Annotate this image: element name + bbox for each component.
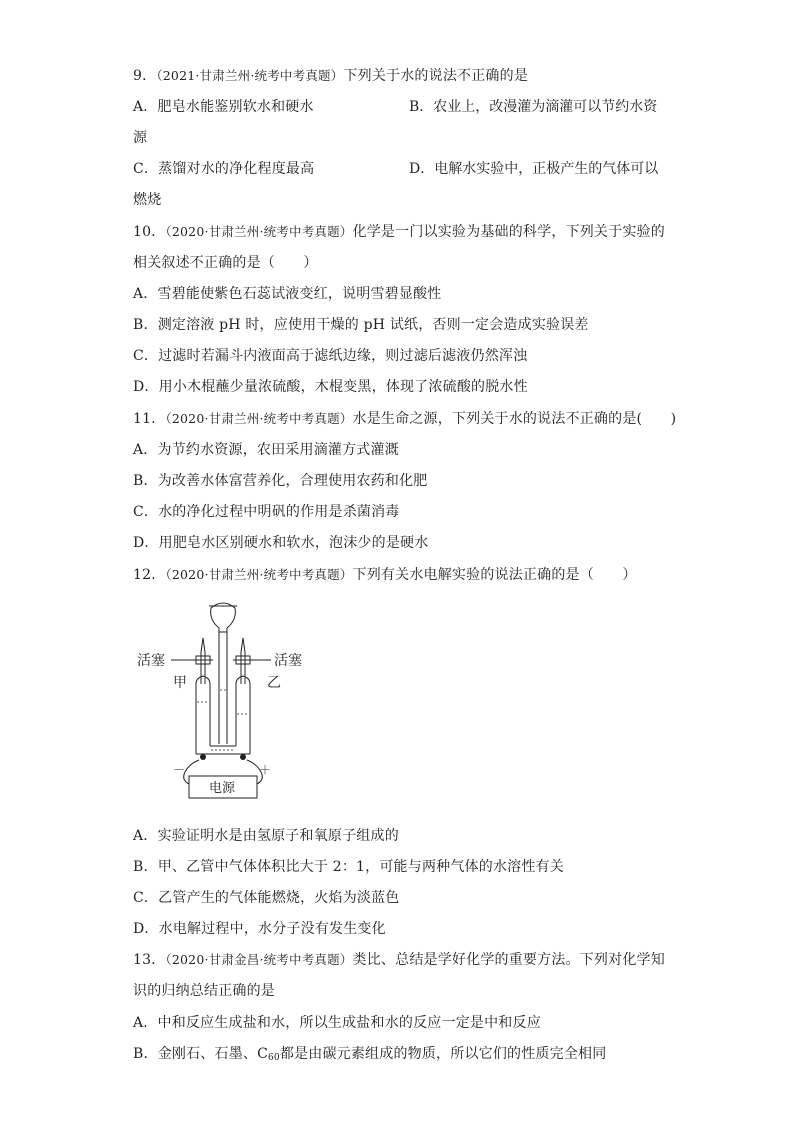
- right-tube-shoulder: [236, 676, 250, 684]
- q13-option-b: [133, 1044, 606, 1068]
- power-label: 电源: [209, 781, 236, 796]
- q9-option-d-cont: 燃烧: [133, 192, 162, 208]
- q9-option-b: B．农业上，改漫灌为滴灌可以节约水资: [409, 99, 658, 115]
- q10-text: 化学是一门以实验为基础的科学，下列关于实验的: [352, 224, 665, 240]
- q9-option-b-cont: 源: [133, 130, 148, 146]
- q10-option-a: A．雪碧能使紫色石蕊试液变红，说明雪碧显酸性: [133, 286, 442, 302]
- q10-stem: [133, 222, 665, 242]
- q11-option-d: D．用肥皂水区别硬水和软水，泡沫少的是硬水: [133, 535, 429, 551]
- q9-option-d: D．电解水实验中，正极产生的气体可以: [409, 161, 659, 177]
- q13-option-b-subscript: 60: [268, 1053, 280, 1063]
- q13-option-a: A．中和反应生成盐和水，所以生成盐和水的反应一定是中和反应: [133, 1015, 541, 1031]
- plus-sign: ＋: [259, 763, 272, 777]
- q13-stem-cont: 识的归纳总结正确的是: [133, 983, 275, 999]
- q13-number: 13．: [133, 952, 166, 968]
- left-valve-label: 活塞: [137, 653, 165, 669]
- q12-option-a: A．实验证明水是由氢原子和氧原子组成的: [133, 828, 399, 844]
- q13-stem: [133, 950, 665, 970]
- anode-electrode: [240, 754, 246, 760]
- tube-jia-label: 甲: [173, 675, 187, 691]
- cathode-electrode: [200, 754, 206, 760]
- q12-option-d: D．水电解过程中，水分子没有发生变化: [133, 921, 386, 937]
- left-tube-shoulder: [196, 676, 210, 684]
- q10-source: （2020·甘肃兰州·统考中考真题）: [165, 224, 353, 239]
- q11-option-a: A．为节约水资源，农田采用滴灌方式灌溉: [133, 442, 399, 458]
- q13-option-b-post: 都是由碳元素组成的物质，所以它们的性质完全相同: [279, 1046, 607, 1062]
- q12-option-b: B．甲、乙管中气体体积比大于 2：1，可能与两种气体的水溶性有关: [133, 859, 564, 875]
- q12-source: （2020·甘肃兰州·统考中考真题）: [165, 567, 353, 582]
- q9-number: 9．: [133, 68, 157, 84]
- tube-yi-label: 乙: [267, 675, 281, 691]
- q11-stem: [133, 409, 676, 429]
- q10-stem-cont: 相关叙述不正确的是（ ）: [133, 255, 318, 271]
- right-valve-label: 活塞: [274, 653, 302, 669]
- q10-number: 10．: [133, 224, 166, 240]
- minus-sign: －: [173, 763, 186, 777]
- q9-option-c: C．蒸馏对水的净化程度最高: [133, 161, 315, 177]
- left-tip: [201, 638, 205, 652]
- q10-option-c: C．过滤时若漏斗内液面高于滤纸边缘，则过滤后滤液仍然浑浊: [133, 348, 528, 364]
- right-tip: [241, 638, 245, 652]
- q9-text: 下列关于水的说法不正确的是: [343, 68, 529, 84]
- electrolysis-apparatus-diagram: [133, 594, 313, 806]
- q11-option-b: B．为改善水体富营养化，合理使用农药和化肥: [133, 473, 428, 489]
- q9-source: （2021·甘肃兰州·统考中考真题）: [156, 68, 344, 83]
- q12-option-c: C．乙管产生的气体能燃烧，火焰为淡蓝色: [133, 890, 400, 906]
- left-wire: [184, 760, 199, 784]
- funnel-bulb: [211, 603, 236, 632]
- q11-source: （2020·甘肃兰州·统考中考真题）: [165, 411, 353, 426]
- q12-text: 下列有关水电解实验的说法正确的是（ ）: [352, 567, 637, 583]
- q9-stem: [133, 66, 528, 86]
- q13-text: 类比、总结是学好化学的重要方法。下列对化学知: [352, 952, 665, 968]
- q11-option-c: C．水的净化过程中明矾的作用是杀菌消毒: [133, 504, 400, 520]
- q10-option-d: D．用小木棍蘸少量浓硫酸，木棍变黑，体现了浓硫酸的脱水性: [133, 379, 528, 395]
- q11-number: 11．: [133, 411, 166, 427]
- q13-source: （2020·甘肃金昌·统考中考真题）: [165, 952, 353, 967]
- q10-option-b: B．测定溶液 pH 时，应使用干燥的 pH 试纸，否则一定会造成实验误差: [133, 317, 589, 333]
- q9-option-a: A．肥皂水能鉴别软水和硬水: [133, 99, 314, 115]
- q13-option-b-pre: B．金刚石、石墨、C: [133, 1046, 268, 1062]
- q12-number: 12．: [133, 567, 166, 583]
- q11-text: 水是生命之源，下列关于水的说法不正确的是( ): [352, 411, 677, 427]
- q12-stem: [133, 565, 637, 585]
